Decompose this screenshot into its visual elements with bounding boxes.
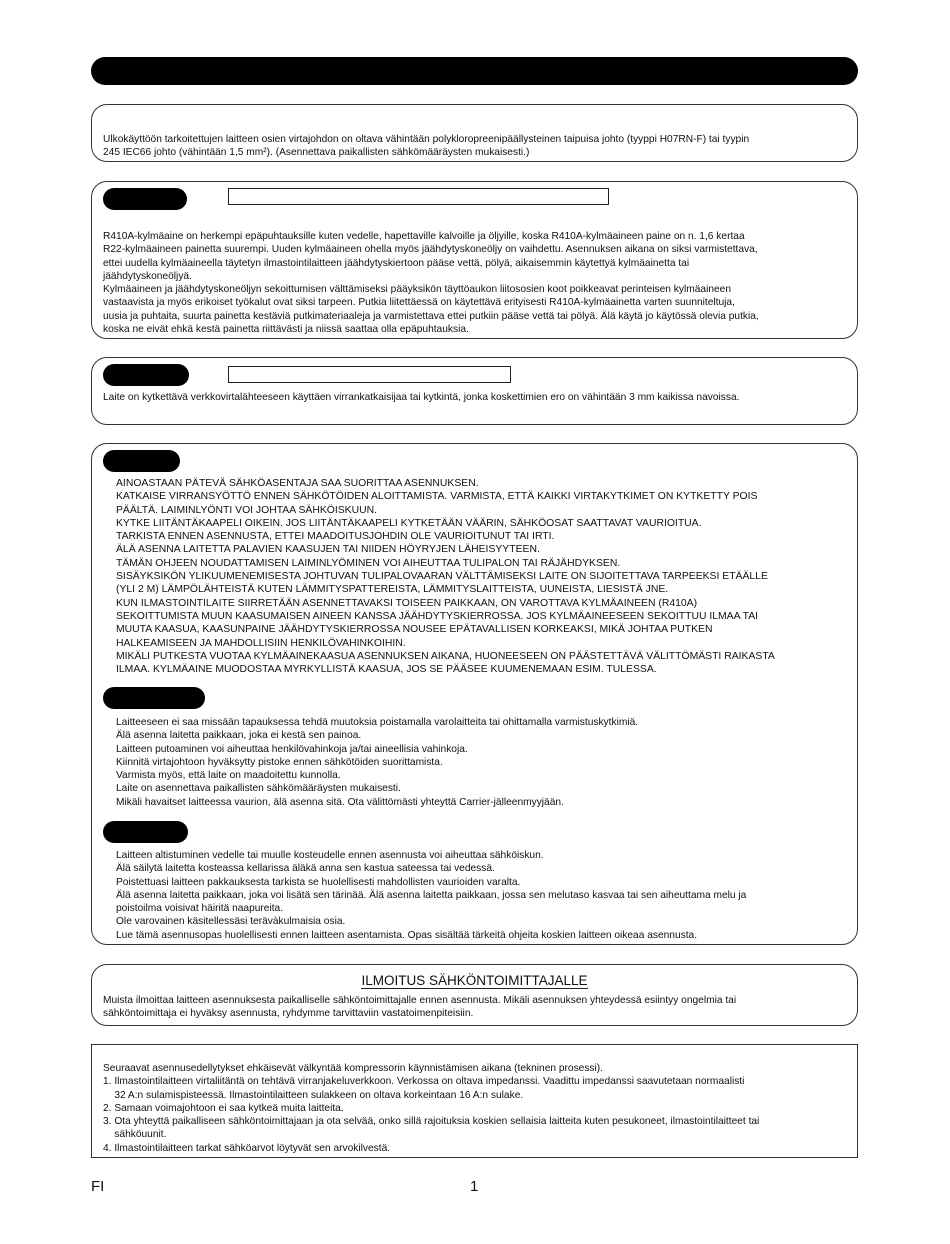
text-line: 2. Samaan voimajohtoon ei saa kytkeä muita laitteita. (103, 1102, 344, 1114)
text-line: uusia ja puhtaita, suurta painetta kestäviä putkimateriaaleja ja varmistettava ettei putkiin pääse vettä tai pölyä. Älä käytä jo käytössä olevia putkia, (103, 310, 759, 322)
circuit-breaker-box (91, 357, 858, 425)
text-line: Lue tämä asennusopas huolellisesti ennen laitteen asentamista. Opas sisältää tärkeitä ohjeita koskien laitteen oikeaa asennusta. (116, 929, 698, 941)
text-line: Laitteeseen ei saa missään tapauksessa tehdä muutoksia poistamalla varolaitteita tai ohittamalla varmistuskytkimiä. (116, 717, 639, 728)
refrigerant-box (91, 181, 858, 339)
text-line: Laite on kytkettävä verkkovirtalähteeseen käyttäen virrankatkaisijaa tai kytkintä, jonka koskettimien ero on vähintään 3 mm kaikissa navoissa. (103, 392, 740, 403)
cable-requirement-box (91, 104, 858, 162)
text-line: sähköuunit. (103, 1129, 167, 1141)
cable-requirement-text (103, 133, 749, 160)
text-line: KUN ILMASTOINTILAITE SIIRRETÄÄN ASENNETTAVAKSI TOISEEN PAIKKAAN, ON VAROTTAVA KYLMÄAINEEN (R410A) (116, 597, 698, 609)
text-line: AINOASTAAN PÄTEVÄ SÄHKÖASENTAJA SAA SUORITTAA ASENNUKSEN. (116, 478, 479, 489)
text-line: HALKEAMISEEN JA MAHDOLLISIIN HENKILÖVAHINKOIHIN. (116, 637, 406, 649)
text-line: koska ne eivät ehkä kestä painetta riittävästi ja niissä saattaa olla epäpuhtauksia. (103, 324, 469, 336)
text-line: MIKÄLI PUTKESTA VUOTAA KYLMÄAINEKAASUA ASENNUKSEN AIKANA, HUONEESEEN ON PÄÄSTETTÄVÄ VÄLITTÖMÄSTI RAIKASTA (116, 650, 775, 662)
text-line: ILMAA. KYLMÄAINE MUODOSTAA MYRKYLLISTÄ KAASUA, JOS SE PÄÄSEE KUUMENEMAAN ESIM. TULESSA. (116, 664, 657, 676)
text-line: SEKOITTUMISTA MUUN KAASUMAISEN AINEEN KANSSA JÄÄHDYTYSKIERROSSA. JOS KYLMÄAINEESEEN SEKOITTUU ILMAA TAI (116, 610, 759, 622)
text-line: Laitteen altistuminen vedelle tai muulle kosteudelle ennen asennusta voi aiheuttaa sähköiskun. (116, 850, 544, 861)
page-number: 1 (470, 1178, 479, 1195)
text-line: Älä säilytä laitetta kosteassa kellarissa äläkä anna sen kastua sateessa tai vedessä. (116, 863, 495, 875)
caution-label-pill (103, 821, 188, 843)
text-line: Älä asenna laitetta paikkaan, joka voi lisätä sen tärinää. Älä asenna laitetta paikkaan, jossa sen melutaso kasvaa tai sen aiheuttama melu ja (116, 889, 747, 901)
danger-text (116, 477, 775, 676)
text-line: Muista ilmoittaa laitteen asennuksesta paikalliselle sähköntoimittajalle ennen asennusta. Mikäli asennuksen yhteydessä esiintyy ongelmia tai (103, 995, 737, 1006)
danger-label-pill (103, 450, 180, 472)
supplier-title: ILMOITUS SÄHKÖNTOIMITTAJALLE (361, 973, 588, 988)
text-line: ÄLÄ ASENNA LAITETTA PALAVIEN KAASUJEN TAI NIIDEN HÖYRYJEN LÄHEISYYTEEN. (116, 544, 540, 556)
text-line: Laite on asennettava paikallisten sähkömääräysten mukaisesti. (116, 783, 401, 795)
text-line: Mikäli havaitset laitteessa vaurion, älä asenna sitä. Ota välittömästi yhteyttä Carrier-jälleenmyyjään. (116, 796, 564, 808)
warning-label-pill (103, 188, 187, 210)
text-line: R410A-kylmäaine on herkempi epäpuhtauksille kuten vedelle, hapettaville kalvoille ja öljyille, koska R410A-kylmäaineen paine on n. 1,6 kertaa (103, 231, 745, 242)
text-line: KYTKE LIITÄNTÄKAAPELI OIKEIN. JOS LIITÄNTÄKAAPELI KYTKETÄÄN VÄÄRIN, SÄHKÖOSAT SAATTAVAT VAURIOITUA. (116, 517, 702, 529)
text-line: Ole varovainen käsitellessäsi terävàkulmaisia osia. (116, 916, 346, 928)
text-line: MUUTA KAASUA, KAASUNPAINE JÄÄHDYTYSKIERROSSA NOUSEE EPÄTAVALLISEN KORKEAKSI, MIKÄ JOHTAA PUTKEN (116, 624, 713, 636)
text-line: R22-kylmäaineen painetta suurempi. Uuden kylmäaineen ohella myös jäähdytyskoneöljy on vaihdettu. Asennuksen aikana on siksi varmistettava, (103, 244, 758, 256)
text-line: PÄÄLTÄ. LAIMINLYÖNTI VOI JOHTAA SÄHKÖISKUUN. (116, 504, 377, 516)
supplier-text (103, 994, 736, 1021)
warning-label-pill (103, 364, 189, 386)
text-line: Kylmäaineen ja jäähdytyskoneöljyn sekoittumisen välttämiseksi pääyksikön täyttöaukon liitososien koot poikkeavat perinteisen kylmäaineen (103, 284, 732, 296)
installation-conditions-box (91, 1044, 858, 1158)
text-line: Ulkokäyttöön tarkoitettujen laitteen osien virtajohdon on oltava vähintään polykloropreenipäällysteinen taipuisa johto (tyyppi H07RN-F) tai tyypin (103, 134, 750, 145)
supplier-title-wrap (92, 972, 857, 990)
text-line: 4. Ilmastointilaitteen tarkat sähköarvot löytyvät sen arvokilvestä. (103, 1142, 391, 1154)
text-line: KATKAISE VIRRANSYÖTTÖ ENNEN SÄHKÖTÖIDEN ALOITTAMISTA. VARMISTA, ETTÄ KAIKKI VIRTAKYTKIMET ON KYTKETTY POIS (116, 491, 758, 503)
text-line: 245 IEC66 johto (vähintään 1,5 mm²). (Asennettava paikallisten sähkömääräysten mukaisesti.) (103, 147, 530, 159)
installation-conditions-text (103, 1062, 759, 1155)
text-line: Poistettuasi laitteen pakkauksesta tarkista se huolellisesti mahdollisten vaurioiden varalta. (116, 876, 521, 888)
text-line: 32 A:n sulamispisteessä. Ilmastointilaitteen sulakkeen on oltava korkeintaan 16 A:n sulake. (103, 1089, 524, 1101)
text-line: vastaavista ja myös erikoiset työkalut ovat siksi tarpeen. Putkia liitettäessä on käytettävä erityisesti R410A-kylmäainetta varten suunniteltuja, (103, 297, 735, 309)
text-line: SISÄYKSIKÖN YLIKUUMENEMISESTA JOHTUVAN TULIPALOVAARAN VÄLTTÄMISEKSI LAITE ON SIJOITETTAVA TARPEEKSI ETÄÄLLE (116, 571, 768, 583)
text-line: sähköntoimittaja ei hyväksy asennusta, ryhdymme tarvittaviin vastatoimenpiteisiin. (103, 1008, 474, 1020)
text-line: Laitteen putoaminen voi aiheuttaa henkilövahinkoja ja/tai aineellisia vahinkoja. (116, 743, 468, 755)
top-header-bar (91, 57, 858, 85)
text-line: (YLI 2 M) LÄMPÖLÄHTEISTÄ KUTEN LÄMMITYSPATTEREISTA, LÄMMITYSLAITTEISTA, UUNEISTA, LIESISTÄ JNE. (116, 584, 669, 596)
electricity-supplier-box (91, 964, 858, 1026)
refrigerant-text (103, 230, 759, 336)
caution-text (116, 849, 746, 942)
heading-frame (228, 366, 511, 383)
safety-warnings-box (91, 443, 858, 945)
text-line: ettei uudella kylmäaineella täytetyn ilmastointilaitteen jäähdytyskiertoon pääse vettä, pölyä, aikaisemmin käytettyä kylmäainetta tai (103, 257, 690, 269)
text-line: Seuraavat asennusedellytykset ehkäisevät välkyntää kompressorin käynnistämisen aikana (tekninen prosessi). (103, 1063, 604, 1074)
text-line: TÄMÄN OHJEEN NOUDATTAMISEN LAIMINLYÖMINEN VOI AIHEUTTAA TULIPALON TAI RÄJÄHDYKSEN. (116, 557, 621, 569)
text-line: jäähdytyskoneöljyä. (103, 270, 192, 282)
language-code: FI (91, 1178, 105, 1195)
text-line: Älä asenna laitetta paikkaan, joka ei kestä sen painoa. (116, 730, 362, 742)
text-line: TARKISTA ENNEN ASENNUSTA, ETTEI MAADOITUSJOHDIN OLE VAURIOITUNUT TAI IRTI. (116, 531, 555, 543)
text-line: 1. Ilmastointilaitteen virtaliitäntä on tehtävä virranjakeluverkkoon. Verkossa on oltava impedanssi. Vaadittu impedanssi saavutetaan normaalisti (103, 1076, 745, 1088)
text-line: Varmista myös, että laite on maadoitettu kunnolla. (116, 770, 341, 782)
text-line: Kiinnitä virtajohtoon hyväksytty pistoke ennen sähkötöiden suorittamista. (116, 756, 443, 768)
text-line: poistoilma voisivat häiritä naapureita. (116, 903, 284, 915)
warning-text (116, 716, 638, 809)
heading-frame (228, 188, 609, 205)
text-line: 3. Ota yhteyttä paikalliseen sähköntoimittajaan ja ota selvää, onko sillä rajoituksia koskien sellaisia laitteita kuten pesukoneet, ilmastointilaitteet tai (103, 1116, 760, 1128)
circuit-breaker-text (103, 391, 739, 404)
warning-label-pill (103, 687, 205, 709)
